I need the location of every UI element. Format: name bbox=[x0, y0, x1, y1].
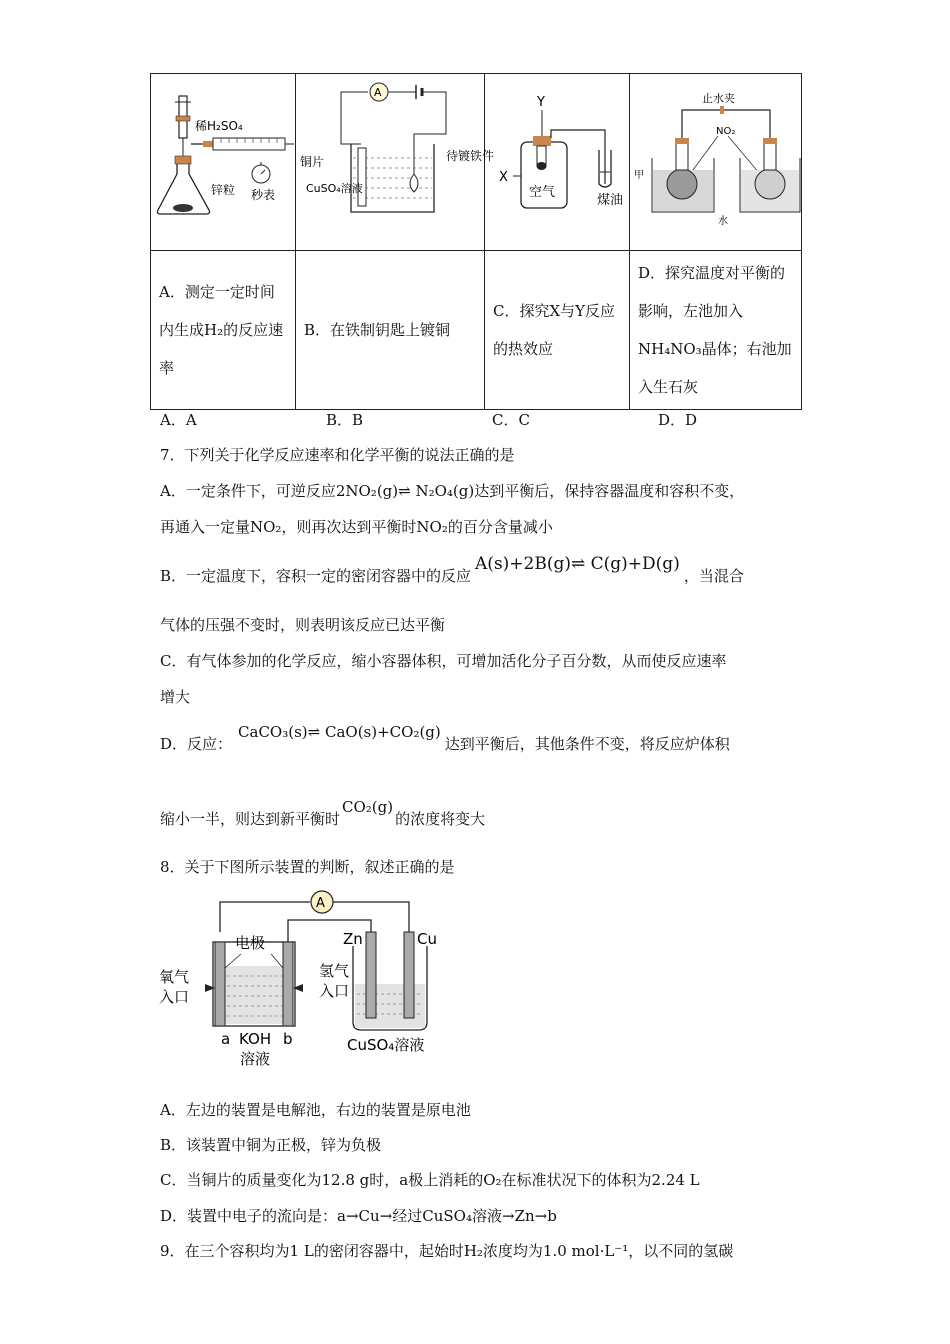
q6-answer-b[interactable]: B．B bbox=[326, 411, 364, 429]
options-table bbox=[150, 73, 802, 410]
label-left-bath: 甲 bbox=[634, 170, 644, 181]
label-target-iron: 待镀铁件 bbox=[446, 149, 495, 163]
q8-label-cu: Cu bbox=[417, 930, 437, 948]
q8-label-hydrogen-inlet: 入口 bbox=[319, 982, 350, 1000]
label-water: 水 bbox=[718, 216, 728, 227]
q8-label-electrode: 电极 bbox=[235, 934, 266, 952]
q8-option-c[interactable]: C．当铜片的质量变化为12.8 g时，a极上消耗的O₂在标准状况下的体积为2.24 L bbox=[160, 1171, 700, 1189]
figure-c-heat-apparatus bbox=[485, 74, 630, 246]
q8-option-a[interactable]: A．左边的装置是电解池，右边的装置是原电池 bbox=[160, 1101, 471, 1119]
label-cuso4-solution: CuSO₄溶液 bbox=[306, 182, 363, 195]
label-kerosene: 煤油 bbox=[597, 193, 624, 208]
figure-c-cell bbox=[485, 74, 630, 251]
q8-label-zn: Zn bbox=[343, 930, 363, 948]
q7-stem: 7．下列关于化学反应速率和化学平衡的说法正确的是 bbox=[160, 446, 515, 464]
label-clamp: 止水夹 bbox=[702, 92, 735, 105]
q7-option-c-line1[interactable]: C．有气体参加的化学反应，缩小容器体积，可增加活化分子百分数，从而使反应速率 bbox=[160, 652, 727, 670]
q6-answer-a[interactable]: A．A bbox=[160, 411, 197, 429]
q7-option-c-line2: 增大 bbox=[160, 688, 191, 706]
label-no2: NO₂ bbox=[716, 126, 736, 137]
q7-option-b-equation: A(s)+2B(g)⇌ C(g)+D(g) bbox=[475, 554, 680, 574]
q8-label-oxygen-inlet: 入口 bbox=[159, 988, 190, 1006]
q8-option-d[interactable]: D．装置中电子的流向是：a→Cu→经过CuSO₄溶液→Zn→b bbox=[160, 1207, 557, 1225]
label-air: 空气 bbox=[529, 185, 556, 200]
q7-option-d-tail2: 的浓度将变大 bbox=[395, 810, 486, 828]
q6-answer-row bbox=[160, 409, 697, 431]
q7-option-b-text: B．一定温度下，容积一定的密闭容器中的反应 bbox=[160, 567, 472, 585]
q8-ammeter: A bbox=[316, 896, 325, 911]
label-x: X bbox=[499, 170, 508, 185]
figure-d-cell bbox=[630, 74, 802, 251]
option-d-cell: D．探究温度对平衡的影响，左池加入NH₄NO₃晶体；右池加入生石灰 bbox=[630, 251, 802, 410]
q7-option-d-text2: 缩小一半，则达到新平衡时 bbox=[160, 810, 341, 828]
q7-option-d-co2: CO₂(g) bbox=[342, 798, 394, 816]
figure-a-cell bbox=[151, 74, 296, 251]
q7-option-d-tail: 达到平衡后，其他条件不变，将反应炉体积 bbox=[444, 735, 730, 753]
q8-label-koh-solution: 溶液 bbox=[240, 1050, 271, 1068]
label-copper-sheet: 铜片 bbox=[300, 155, 325, 169]
q7-option-b-line1[interactable] bbox=[160, 554, 744, 587]
q8-label-hydrogen: 氢气 bbox=[319, 962, 350, 980]
figure-d-equilibrium-apparatus bbox=[630, 74, 802, 246]
q7-option-d-text: D．反应： bbox=[160, 735, 233, 753]
label-zinc: 锌粒 bbox=[211, 183, 236, 197]
q7-option-a-line1[interactable]: A．一定条件下，可逆反应2NO₂(g)⇌ N₂O₄(g)达到平衡后，保持容器温度和容积不变， bbox=[160, 482, 745, 500]
q7-option-a-line2: 再通入一定量NO₂，则再次达到平衡时NO₂的百分含量减小 bbox=[160, 518, 553, 536]
option-b-cell: B．在铁制钥匙上镀铜 bbox=[296, 251, 485, 410]
q7-option-b-tail: ，当混合 bbox=[683, 567, 744, 585]
q8-fuel-cell-diagram bbox=[155, 884, 455, 1084]
figure-b-cell bbox=[296, 74, 495, 251]
q9-stem: 9．在三个容积均为1 L的密闭容器中，起始时H₂浓度均为1.0 mol·L⁻¹，以不同的氢碳 bbox=[160, 1242, 734, 1260]
q8-label-cuso4: CuSO₄溶液 bbox=[347, 1036, 425, 1054]
q8-label-koh: KOH bbox=[239, 1030, 272, 1048]
q8-label-b: b bbox=[283, 1030, 293, 1048]
ammeter-b: A bbox=[374, 86, 382, 99]
q7-option-d-equation: CaCO₃(s)⇌ CaO(s)+CO₂(g) bbox=[238, 723, 441, 741]
q6-answer-d[interactable]: D．D bbox=[658, 411, 698, 429]
q8-label-a: a bbox=[221, 1030, 231, 1048]
q8-stem: 8．关于下图所示装置的判断，叙述正确的是 bbox=[160, 858, 455, 876]
figure-a-apparatus bbox=[151, 74, 296, 246]
option-a-cell: A．测定一定时间内生成H₂的反应速率 bbox=[151, 251, 296, 410]
label-dilute-acid: 稀H₂SO₄ bbox=[195, 119, 243, 133]
q8-option-b[interactable]: B．该装置中铜为正极，锌为负极 bbox=[160, 1136, 382, 1154]
label-stopwatch: 秒表 bbox=[251, 188, 276, 202]
option-c-cell: C．探究X与Y反应的热效应 bbox=[485, 251, 630, 410]
q7-option-d-line2 bbox=[160, 798, 486, 830]
figure-b-plating-cell bbox=[296, 74, 495, 246]
q7-option-d-line1[interactable] bbox=[160, 723, 730, 755]
q8-label-oxygen: 氧气 bbox=[159, 968, 190, 986]
label-y: Y bbox=[537, 95, 545, 110]
q6-answer-c[interactable]: C．C bbox=[492, 411, 530, 429]
q7-option-b-line2: 气体的压强不变时，则表明该反应已达平衡 bbox=[160, 616, 446, 634]
